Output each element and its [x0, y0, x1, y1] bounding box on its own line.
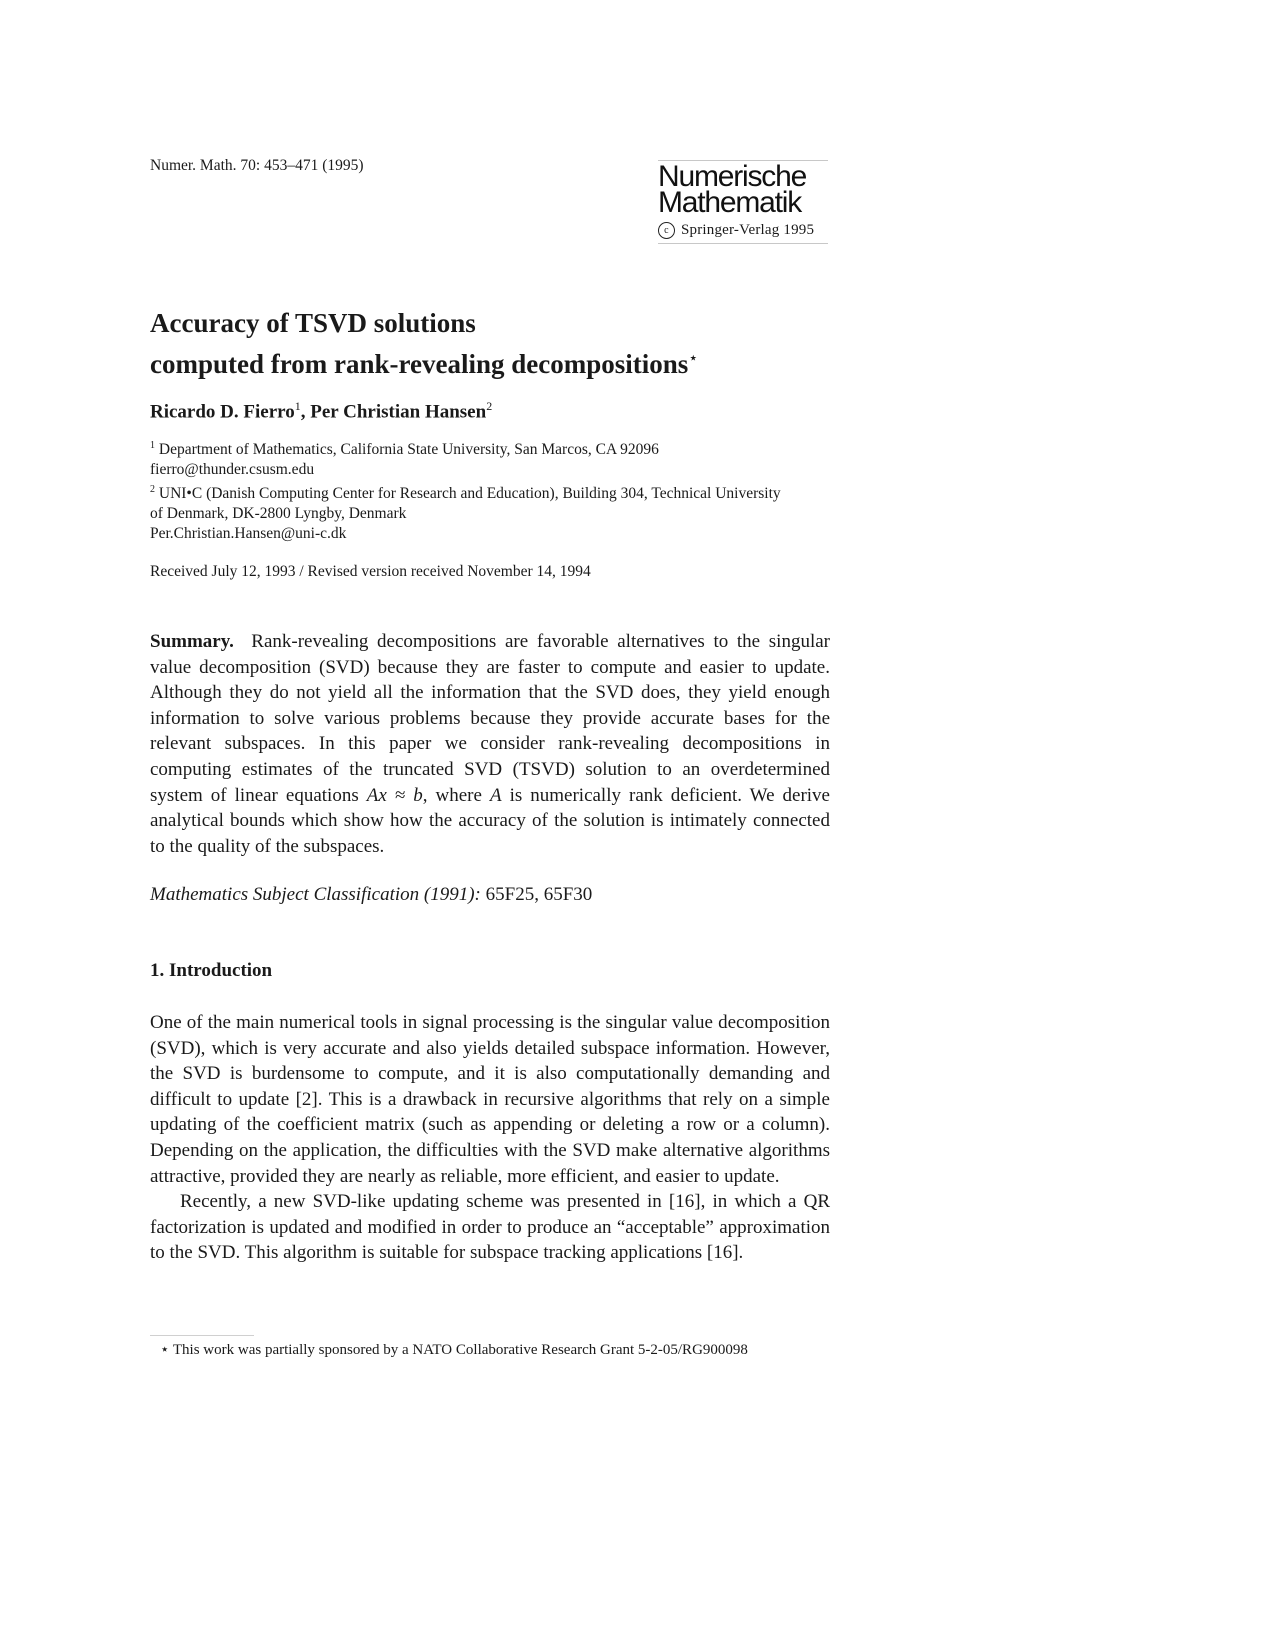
- author-2-name: Per Christian Hansen: [310, 401, 487, 423]
- summary-text-3: is numerically rank deficient. We derive analytical bounds which show how the accuracy of the solution is intimately connected to the quality of the subspaces.: [150, 784, 830, 857]
- title-line-2: [150, 341, 870, 382]
- affiliations: [150, 436, 840, 544]
- summary-label: Summary.: [150, 631, 234, 652]
- title-line-2-text: computed from rank-revealing decompositions: [150, 349, 689, 379]
- msc-label: Mathematics Subject Classification (1991):: [150, 884, 481, 905]
- journal-reference: Numer. Math. 70: 453–471 (1995): [150, 157, 364, 174]
- footnote-divider: [150, 1335, 254, 1336]
- intro-paragraph-2: Recently, a new SVD-like updating scheme was presented in [16], in which a QR factorization is updated and modified in order to produce an “acceptable” approximation to the SVD. This algorithm is suitable for subspace tracking applications [16].: [150, 1191, 830, 1264]
- copyright-notice: [658, 222, 828, 239]
- author-separator: ,: [300, 401, 311, 423]
- affiliation-2-text: UNI•C (Danish Computing Center for Research and Education), Building 304, Technical University: [158, 485, 781, 503]
- section-heading: 1. Introduction: [150, 960, 273, 981]
- journal-logo: [658, 160, 828, 244]
- affiliation-2-email: Per.Christian.Hansen@uni-c.dk: [150, 525, 347, 543]
- paper-title: [150, 305, 870, 382]
- affiliation-1: [150, 436, 840, 460]
- summary-math-2: A: [489, 784, 502, 806]
- author-1-name: Ricardo D. Fierro: [150, 401, 295, 423]
- intro-paragraph-1: One of the main numerical tools in signal processing is the singular value decomposition (SVD), which is very accurate and also yields detailed subspace information. However, the SVD is burdensome to compute, and it is also computationally demanding and difficult to update [2]. This is a drawback in recursive algorithms that rely on a simple updating of the coefficient matrix (such as appending or deleting a row or a column). Depending on the application, the difficulties with the SVD make alternative algorithms attractive, provided they are nearly as reliable, more efficient, and easier to update.: [150, 1012, 830, 1187]
- affiliation-1-text: Department of Mathematics, California State University, San Marcos, CA 92096: [158, 441, 659, 459]
- received-dates: Received July 12, 1993 / Revised version received November 14, 1994: [150, 563, 591, 580]
- summary-math-1: Ax ≈ b: [366, 784, 423, 806]
- msc-codes: 65F25, 65F30: [485, 884, 593, 905]
- summary-text-2: , where: [422, 784, 482, 806]
- affiliation-1-email: fierro@thunder.csusm.edu: [150, 461, 315, 479]
- title-line-1: Accuracy of TSVD solutions: [150, 308, 476, 338]
- footnote-marker: ⋆: [160, 1342, 170, 1358]
- copyright-text: Springer-Verlag 1995: [680, 222, 815, 238]
- affiliation-2: [150, 480, 840, 504]
- author-list: [150, 399, 492, 423]
- author-1-affil-marker: 1: [294, 399, 301, 413]
- author-2-affil-marker: 2: [486, 399, 493, 413]
- affiliation-1-marker: 1: [150, 440, 155, 451]
- summary-paragraph: [150, 629, 830, 859]
- affiliation-2-marker: 2: [150, 484, 155, 496]
- logo-line-1: Numerische: [658, 160, 807, 193]
- title-footnote-marker: ⋆: [688, 350, 699, 367]
- affiliation-2-line-2: of Denmark, DK-2800 Lyngby, Denmark: [150, 505, 407, 523]
- footnote: [160, 1340, 840, 1359]
- introduction-body: [150, 1010, 830, 1266]
- copyright-icon: c: [658, 222, 675, 239]
- summary-text-1: Rank-revealing decompositions are favorable alternatives to the singular value decomposition (SVD) because they are faster to compute and easier to update. Although they do not yield all the information that the SVD does, they yield enough information to solve various problems because they provide accurate bases for the relevant subspaces. In this paper we consider rank-revealing decompositions in computing estimates of the truncated SVD (TSVD) solution to an overdetermined system of linear equations: [150, 631, 830, 806]
- subject-classification: [150, 884, 592, 906]
- logo-line-2: Mathematik: [658, 186, 802, 219]
- footnote-text: This work was partially sponsored by a NATO Collaborative Research Grant 5-2-05/RG900098: [172, 1342, 748, 1358]
